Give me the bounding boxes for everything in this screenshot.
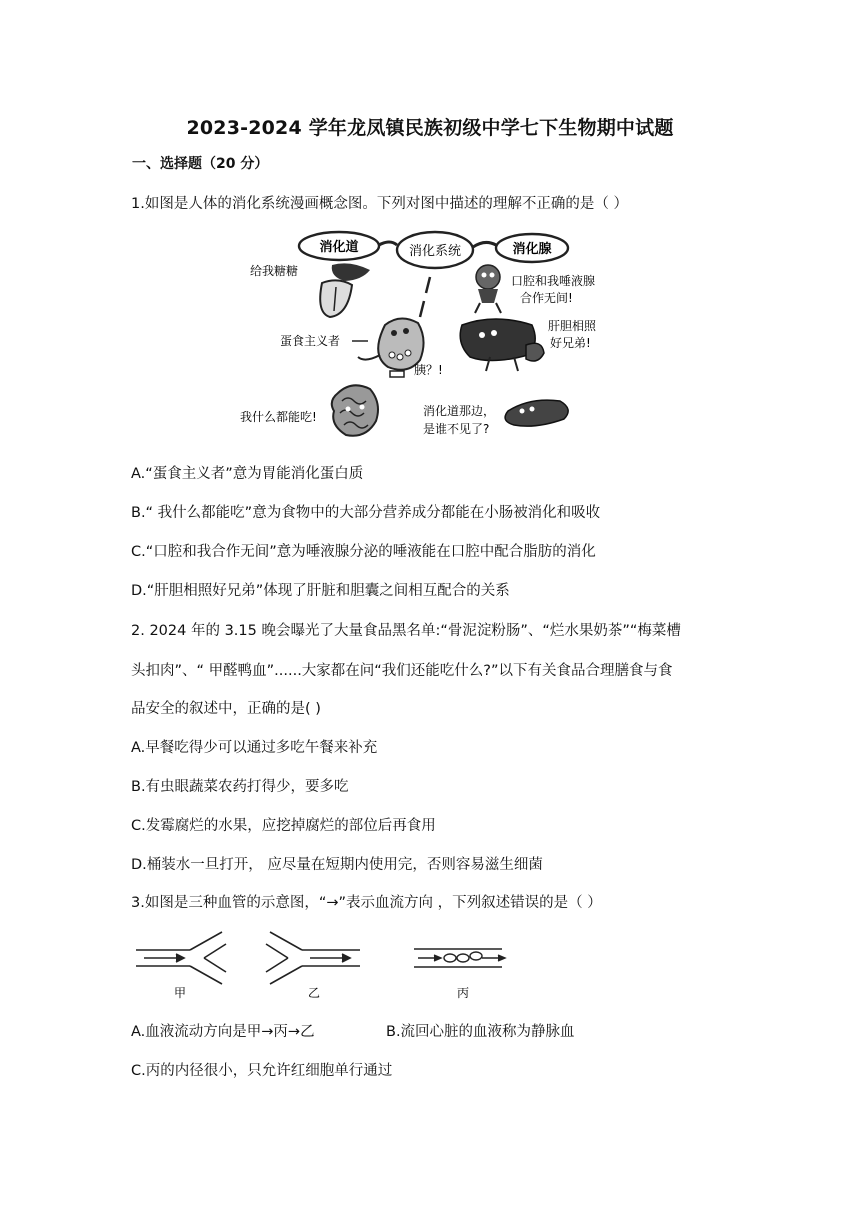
label-jia: 甲 (173, 986, 187, 1000)
vessel-bing (414, 949, 505, 967)
question-1-option-d: D.“肝胆相照好兄弟”体现了肝脏和胆囊之间相互配合的关系 (131, 583, 510, 599)
question-3-option-b: B.流回心脏的血液称为静脉血 (386, 1024, 575, 1040)
question-1-option-a: A.“蛋食主义者”意为胃能消化蛋白质 (131, 466, 364, 482)
blood-vessels-diagram (130, 922, 520, 1007)
question-2-option-c: C.发霉腐烂的水果，应挖掉腐烂的部位后再食用 (131, 818, 436, 834)
label-who-missing-1: 消化道那边， (423, 404, 496, 418)
label-digestive-system: 消化系统 (408, 244, 462, 259)
exam-title: 2023-2024 学年龙凤镇民族初级中学七下生物期中试题 (186, 117, 674, 139)
question-2-stem-line-2: 头扣肉”、“ 甲醛鸭血”......大家都在问“我们还能吃什么?”以下有关食品合理膳食与食 (131, 663, 673, 679)
gallbladder-icon (526, 343, 544, 361)
label-who-missing-2: 是谁不见了? (423, 422, 490, 436)
lips-icon (332, 263, 370, 281)
label-protein-eater: 蛋食主义者 (280, 334, 341, 348)
label-liver-2: 好兄弟! (550, 336, 591, 350)
salivary-gland-icon (476, 265, 500, 289)
liver-icon (460, 319, 535, 361)
question-1-option-b: B.“ 我什么都能吃”意为食物中的大部分营养成分都能在小肠被消化和吸收 (131, 505, 601, 521)
label-mouth-saliva-2: 合作无间! (520, 291, 573, 305)
label-give-me-sugar: 给我糖糖 (250, 264, 299, 278)
question-2-option-b: B.有虫眼蔬菜农药打得少，要多吃 (131, 779, 349, 795)
question-3-option-a: A.血液流动方向是甲→丙→乙 (131, 1024, 315, 1040)
vessel-yi (266, 932, 360, 984)
question-3-option-c: C.丙的内径很小，只允许红细胞单行通过 (131, 1063, 393, 1079)
question-2-stem-line-1: 2. 2024 年的 3.15 晚会曝光了大量食品黑名单:“骨泥淀粉肠”、“烂水果奶茶”“梅菜槽 (131, 623, 681, 639)
digestive-system-cartoon (230, 225, 640, 447)
label-bing: 丙 (456, 986, 470, 1000)
vessel-jia (136, 932, 226, 984)
pancreas-icon (505, 400, 568, 426)
label-digestive-tract: 消化道 (319, 240, 359, 255)
label-digestive-gland: 消化腺 (512, 242, 552, 257)
tongue-icon (320, 280, 352, 317)
section-heading: 一、选择题（20 分） (132, 156, 269, 172)
question-2-option-d: D.桶装水一旦打开， 应尽量在短期内使用完，否则容易滋生细菌 (131, 857, 543, 873)
label-eat-anything: 我什么都能吃! (240, 410, 317, 424)
label-pancreas: 胰？! (414, 363, 443, 377)
question-2-stem-line-3: 品安全的叙述中，正确的是( ) (131, 701, 321, 717)
intestine-icon (332, 385, 378, 435)
question-1-option-c: C.“口腔和我合作无间”意为唾液腺分泌的唾液能在口腔中配合脂肪的消化 (131, 544, 596, 560)
label-yi: 乙 (307, 986, 321, 1000)
question-2-option-a: A.早餐吃得少可以通过多吃午餐来补充 (131, 740, 378, 756)
label-mouth-saliva-1: 口腔和我唾液腺 (511, 274, 596, 288)
question-1-stem: 1.如图是人体的消化系统漫画概念图。下列对图中描述的理解不正确的是（ ） (131, 196, 628, 212)
question-3-stem: 3.如图是三种血管的示意图，“→”表示血流方向 ，下列叙述错误的是（ ） (131, 895, 602, 911)
label-liver-1: 肝胆相照 (548, 319, 597, 333)
